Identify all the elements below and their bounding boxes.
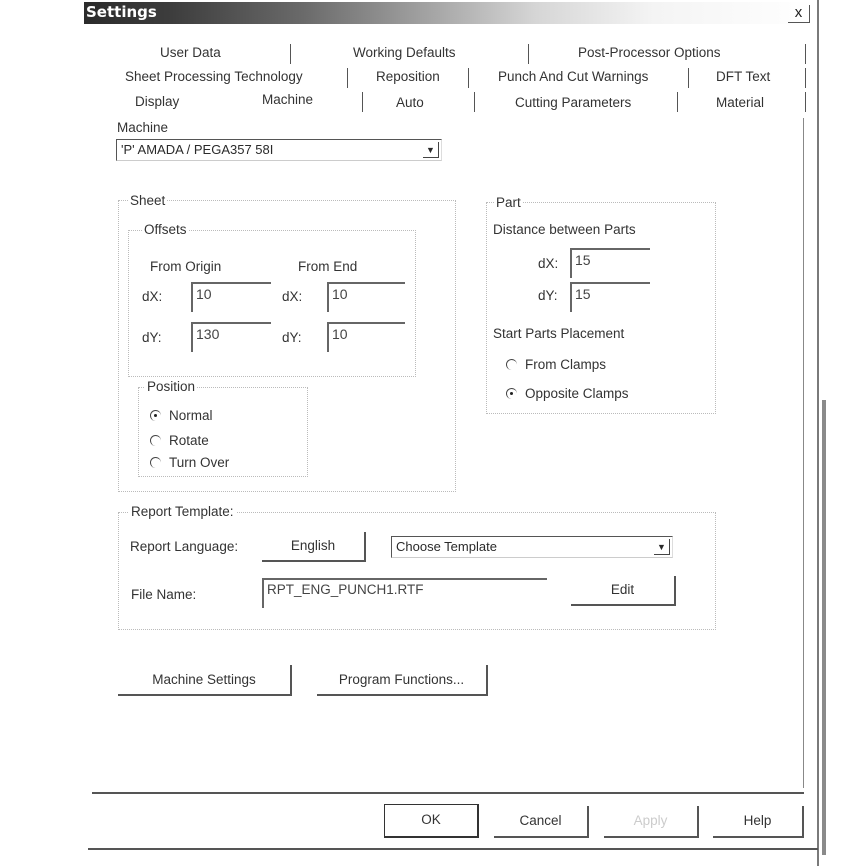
tab-material[interactable]: Material — [716, 95, 765, 110]
position-turn-over-radio[interactable] — [150, 455, 229, 470]
file-name-label: File Name: — [131, 587, 197, 602]
sheet-group-label: Sheet — [130, 193, 166, 208]
report-language-label: Report Language: — [130, 539, 239, 554]
tab-separator — [290, 44, 291, 64]
origin-dx-label: dX: — [142, 289, 163, 304]
window-title: Settings — [86, 3, 157, 21]
tab-separator — [528, 44, 529, 64]
opposite-clamps-radio[interactable] — [506, 386, 629, 401]
start-parts-placement-label: Start Parts Placement — [493, 326, 625, 341]
tab-separator — [474, 92, 475, 112]
from-origin-label: From Origin — [150, 259, 222, 274]
tab-display[interactable]: Display — [135, 94, 180, 109]
close-icon: x — [794, 4, 803, 21]
position-normal-radio[interactable] — [150, 408, 213, 423]
chevron-down-icon[interactable]: ▼ — [654, 539, 670, 555]
end-dx-input[interactable]: 10 — [327, 282, 405, 312]
tab-separator — [677, 92, 678, 112]
end-dx-label: dX: — [282, 289, 303, 304]
part-group-label: Part — [496, 195, 521, 210]
tab-separator — [347, 68, 348, 88]
radio-unselected-icon — [506, 359, 517, 370]
tab-separator — [688, 68, 689, 88]
origin-dy-input[interactable]: 130 — [191, 322, 271, 352]
close-button[interactable] — [788, 5, 810, 23]
tab-separator — [362, 92, 363, 112]
from-clamps-radio[interactable] — [506, 357, 606, 372]
end-dy-label: dY: — [282, 330, 302, 345]
part-dx-label: dX: — [538, 256, 559, 271]
radio-selected-icon — [506, 388, 517, 399]
tab-sheet-processing-technology[interactable]: Sheet Processing Technology — [125, 69, 303, 84]
tab-punch-and-cut-warnings[interactable]: Punch And Cut Warnings — [498, 69, 649, 84]
offsets-group-label: Offsets — [144, 222, 187, 237]
program-functions-button[interactable]: Program Functions... — [317, 665, 488, 696]
window-shadow — [822, 400, 826, 855]
position-rotate-radio[interactable] — [150, 433, 209, 448]
tab-dft-text[interactable]: DFT Text — [716, 69, 771, 84]
machine-select-value: 'P' AMADA / PEGA357 58I — [121, 142, 274, 157]
end-dy-input[interactable]: 10 — [327, 322, 405, 352]
tab-cutting-parameters[interactable]: Cutting Parameters — [515, 95, 632, 110]
language-button[interactable]: English — [262, 532, 366, 562]
chevron-down-icon[interactable]: ▼ — [423, 142, 439, 158]
radio-label: Opposite Clamps — [525, 386, 629, 401]
part-dy-input[interactable]: 15 — [570, 282, 650, 312]
report-template-group — [118, 512, 716, 630]
report-template-label: Report Template: — [131, 504, 234, 519]
distance-between-parts-label: Distance between Parts — [493, 222, 636, 237]
help-button[interactable]: Help — [713, 806, 804, 838]
tab-user-data[interactable]: User Data — [160, 45, 221, 60]
radio-label: Normal — [169, 408, 213, 423]
radio-label: Turn Over — [169, 455, 230, 470]
tab-separator — [805, 68, 806, 88]
tab-separator — [805, 44, 806, 64]
radio-unselected-icon — [150, 435, 161, 446]
window-border — [817, 0, 819, 866]
radio-label: Rotate — [169, 433, 209, 448]
machine-settings-button[interactable]: Machine Settings — [118, 665, 292, 696]
window-bottom-border — [88, 848, 818, 850]
tab-auto[interactable]: Auto — [396, 95, 424, 110]
title-bar — [84, 2, 814, 24]
tab-separator — [805, 92, 806, 112]
divider-line — [92, 792, 804, 794]
tab-working-defaults[interactable]: Working Defaults — [353, 45, 456, 60]
template-select[interactable] — [391, 536, 673, 558]
apply-button[interactable]: Apply — [604, 806, 699, 838]
tab-machine[interactable]: Machine — [262, 92, 314, 107]
position-group-label: Position — [147, 379, 196, 394]
edit-button[interactable]: Edit — [571, 576, 676, 606]
from-end-label: From End — [298, 259, 358, 274]
part-dy-label: dY: — [538, 288, 558, 303]
cancel-button[interactable]: Cancel — [494, 806, 589, 838]
origin-dy-label: dY: — [142, 330, 162, 345]
radio-selected-icon — [150, 410, 161, 421]
radio-label: From Clamps — [525, 357, 607, 372]
ok-button[interactable]: OK — [384, 804, 479, 838]
machine-select[interactable] — [116, 139, 442, 161]
tab-panel-border — [803, 118, 804, 788]
tab-post-processor-options[interactable]: Post-Processor Options — [578, 45, 721, 60]
file-name-input[interactable]: RPT_ENG_PUNCH1.RTF — [262, 578, 547, 608]
radio-unselected-icon — [150, 457, 161, 468]
template-select-value: Choose Template — [396, 539, 497, 554]
origin-dx-input[interactable]: 10 — [191, 282, 271, 312]
part-dx-input[interactable]: 15 — [570, 248, 650, 278]
tab-separator — [468, 68, 469, 88]
machine-label: Machine — [117, 120, 169, 135]
tab-reposition[interactable]: Reposition — [376, 69, 440, 84]
